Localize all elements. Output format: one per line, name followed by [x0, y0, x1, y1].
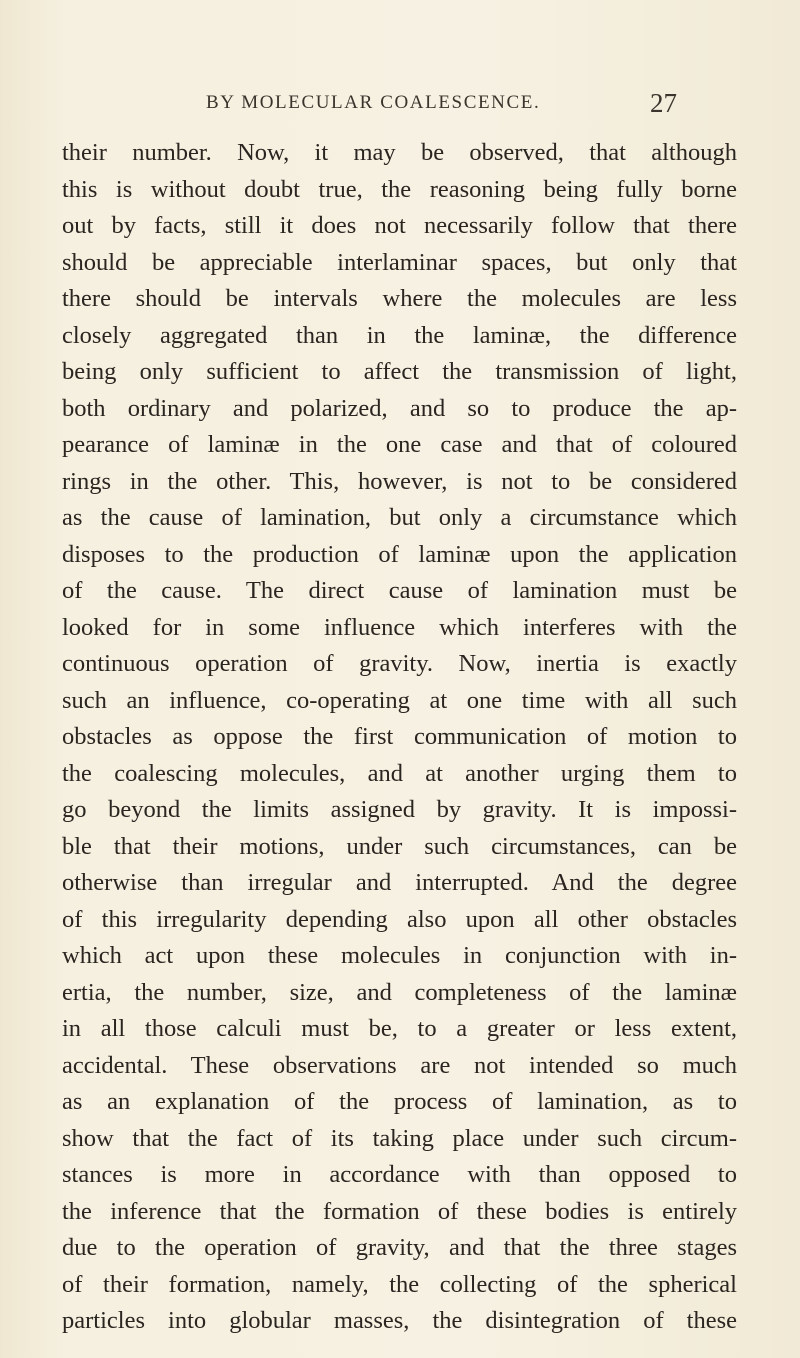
running-title: BY MOLECULAR COALESCENCE.: [206, 92, 541, 113]
text-line: their number. Now, it may be observed, that although: [62, 139, 737, 166]
text-line: looked for in some influence which interferes with the: [62, 613, 737, 641]
text-line: due to the operation of gravity, and that the three stages: [62, 1234, 737, 1261]
text-line: there should be intervals where the molecules are less: [62, 285, 737, 312]
text-line: being only sufficient to affect the transmission of light,: [62, 358, 737, 385]
text-line: rings in the other. This, however, is not to be considered: [62, 467, 737, 495]
text-line: particles into globular masses, the disintegration of these: [62, 1307, 737, 1334]
text-line: disposes to the production of laminæ upon the application: [62, 540, 737, 568]
text-line: this is without doubt true, the reasoning being fully borne: [62, 175, 737, 203]
text-line: otherwise than irregular and interrupted. And the degree: [62, 869, 737, 896]
text-line: ertia, the number, size, and completeness of the laminæ: [62, 978, 737, 1006]
text-line: continuous operation of gravity. Now, inertia is exactly: [62, 650, 737, 677]
text-line: as the cause of lamination, but only a circumstance which: [62, 504, 737, 531]
text-line: closely aggregated than in the laminæ, the difference: [62, 321, 737, 349]
text-line: show that the fact of its taking place under such circum-: [62, 1124, 737, 1152]
text-line: pearance of laminæ in the one case and that of coloured: [62, 431, 737, 458]
text-line: the inference that the formation of these bodies is entirely: [62, 1197, 737, 1225]
text-line: as an explanation of the process of lamination, as to: [62, 1088, 737, 1115]
text-line: out by facts, still it does not necessarily follow that there: [62, 212, 737, 239]
text-line: of the cause. The direct cause of lamination must be: [62, 577, 737, 604]
text-line: of their formation, namely, the collecting of the spherical: [62, 1270, 737, 1298]
text-line: of this irregularity depending also upon all other obstacles: [62, 905, 737, 933]
text-line: which act upon these molecules in conjunction with in-: [62, 942, 737, 969]
text-line: ble that their motions, under such circumstances, can be: [62, 832, 737, 860]
text-line: go beyond the limits assigned by gravity. It is impossi-: [62, 796, 737, 823]
page-number: 27: [650, 88, 677, 118]
text-line: accidental. These observations are not intended so much: [62, 1051, 737, 1079]
text-line: both ordinary and polarized, and so to produce the ap-: [62, 394, 737, 422]
page-header: [0, 88, 800, 122]
text-line: should be appreciable interlaminar spaces, but only that: [62, 248, 737, 276]
body-text: [62, 135, 737, 1340]
text-line: obstacles as oppose the first communication of motion to: [62, 723, 737, 750]
text-line: such an influence, co-operating at one time with all such: [62, 686, 737, 714]
text-line: the coalescing molecules, and at another urging them to: [62, 759, 737, 787]
text-line: in all those calculi must be, to a greater or less extent,: [62, 1015, 737, 1042]
text-line: stances is more in accordance with than opposed to: [62, 1161, 737, 1188]
